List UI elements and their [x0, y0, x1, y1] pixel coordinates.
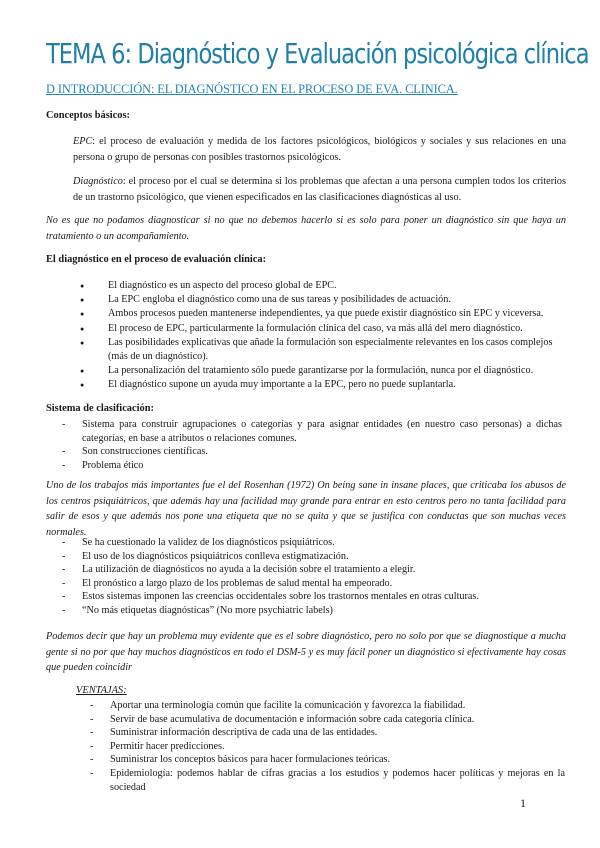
proceso-bullet: ● Ambos procesos pueden mantenerse independientes, ya que puede existir diagnóstico sin EPC y viceversa. [80, 307, 565, 321]
epc-definition [73, 134, 566, 165]
proceso-bullet: ● El diagnóstico supone un ayuda muy importante a la EPC, pero no puede suplantarla. [80, 378, 565, 392]
diagnostico-definition [73, 174, 566, 205]
critica-item: - La utilización de diagnósticos no ayuda a la decisión sobre el tratamiento a elegir. [62, 563, 562, 577]
clasificacion-item: - Sistema para construir agrupaciones o categorías y para asignar entidades (en nuestro caso personas) a dichas categorías, en base a atributos o relaciones comunes. [62, 418, 562, 445]
proceso-bullet: ● La EPC engloba el diagnóstico como una de sus tareas y posibilidades de actuación. [80, 293, 565, 307]
critica-item: - Se ha cuestionado la validez de los diagnósticos psiquiátricos. [62, 536, 562, 550]
epc-text: : el proceso de evaluación y medida de los factores psicológicos, biológicos y sociales y sus relaciones en una persona o grupo de personas con posibles trastornos psicológicos. [73, 136, 566, 163]
ventaja-item: - Suministrar los conceptos básicos para hacer formulaciones teóricas. [90, 753, 565, 767]
proceso-bullet-list [80, 279, 565, 393]
ventajas-list [90, 699, 565, 794]
diagnostico-term: Diagnóstico [73, 176, 123, 187]
clasificacion-item: - Problema ético [62, 459, 562, 473]
ventaja-item: - Permitir hacer predicciones. [90, 740, 565, 754]
ventaja-item: - Servir de base acumulativa de documentación e información sobre cada categoría clínica. [90, 713, 565, 727]
note-diagnostico: No es que no podamos diagnosticar si no que no debemos hacerlo si es solo para poner un diagnóstico sin que haya un tratamiento o un acompañamiento. [46, 215, 566, 242]
note-sobrediagnostico: Podemos decir que hay un problema muy evidente que es el sobre diagnóstico, pero no solo por que se diagnostique a mucha gente si no por que hay muchos diagnósticos en todo el DSM-5 y es muy fácil poner un diagnóstico si efectivamente hay cosas que pueden coincidir [46, 631, 566, 673]
proceso-bullet: ● Las posibilidades explicativas que añade la formulación son especialmente relevantes en los casos complejos (más de un diagnóstico). [80, 336, 565, 364]
proceso-bullet: ● El diagnóstico es un aspecto del proceso global de EPC. [80, 279, 565, 293]
clasificacion-item: - Son construcciones científicas. [62, 445, 562, 459]
page-number: 1 [520, 796, 526, 810]
ventaja-item: - Suministrar información descriptiva de cada una de las entidades. [90, 726, 565, 740]
critica-item: - “No más etiquetas diagnósticas” (No more psychiatric labels) [62, 604, 562, 618]
page-title: TEMA 6: Diagnóstico y Evaluación psicológica clínica [46, 38, 589, 70]
clasificacion-heading: Sistema de clasificación: [46, 403, 154, 414]
proceso-bullet: ● La personalización del tratamiento sólo puede garantizarse por la formulación, nunca por el diagnóstico. [80, 364, 565, 378]
proceso-heading: El diagnóstico en el proceso de evaluación clínica: [46, 254, 267, 265]
critica-item: - El uso de los diagnósticos psiquiátricos conlleva estigmatización. [62, 550, 562, 564]
clasificacion-list [62, 418, 562, 472]
proceso-bullet: ● El proceso de EPC, particularmente la formulación clínica del caso, va más allá del mero diagnóstico. [80, 322, 565, 336]
ventaja-item: - Epidemiología: podemos hablar de cifras gracias a los estudios y podemos hacer políticas y mejoras en la sociedad [90, 767, 565, 794]
section-subtitle: D INTRODUCCIÓN: EL DIAGNÓSTICO EN EL PROCESO DE EVA. CLINICA. [46, 82, 458, 96]
criticas-list [62, 536, 562, 618]
critica-item: - El pronóstico a largo plazo de los problemas de salud mental ha empeorado. [62, 577, 562, 591]
note-rosenhan: Uno de los trabajos más importantes fue el del Rosenhan (1972) On being sane in insane places, que criticaba los abusos de los centros psiquiátricos, que además hay una facilidad muy grande para entrar en esto centros pero no tanta facilidad para salir de esos y que además nos pone una etiqueta que no se quita y que se justifica con conductas que son muchas veces normales. [46, 480, 566, 538]
ventajas-heading: VENTAJAS: [76, 685, 127, 696]
epc-term: EPC [73, 136, 93, 147]
conceptos-heading: Conceptos básicos: [46, 110, 130, 121]
diagnostico-text: : el proceso por el cual se determina si los problemas que afectan a una persona cumplen todos los criterios de un trastorno psicológico, que vienen especificados en las clasificaciones diagnósticas al uso. [73, 176, 566, 203]
ventaja-item: - Aportar una terminología común que facilite la comunicación y favorezca la fiabilidad. [90, 699, 565, 713]
critica-item: - Estos sistemas imponen las creencias occidentales sobre los trastornos mentales en otras culturas. [62, 590, 562, 604]
